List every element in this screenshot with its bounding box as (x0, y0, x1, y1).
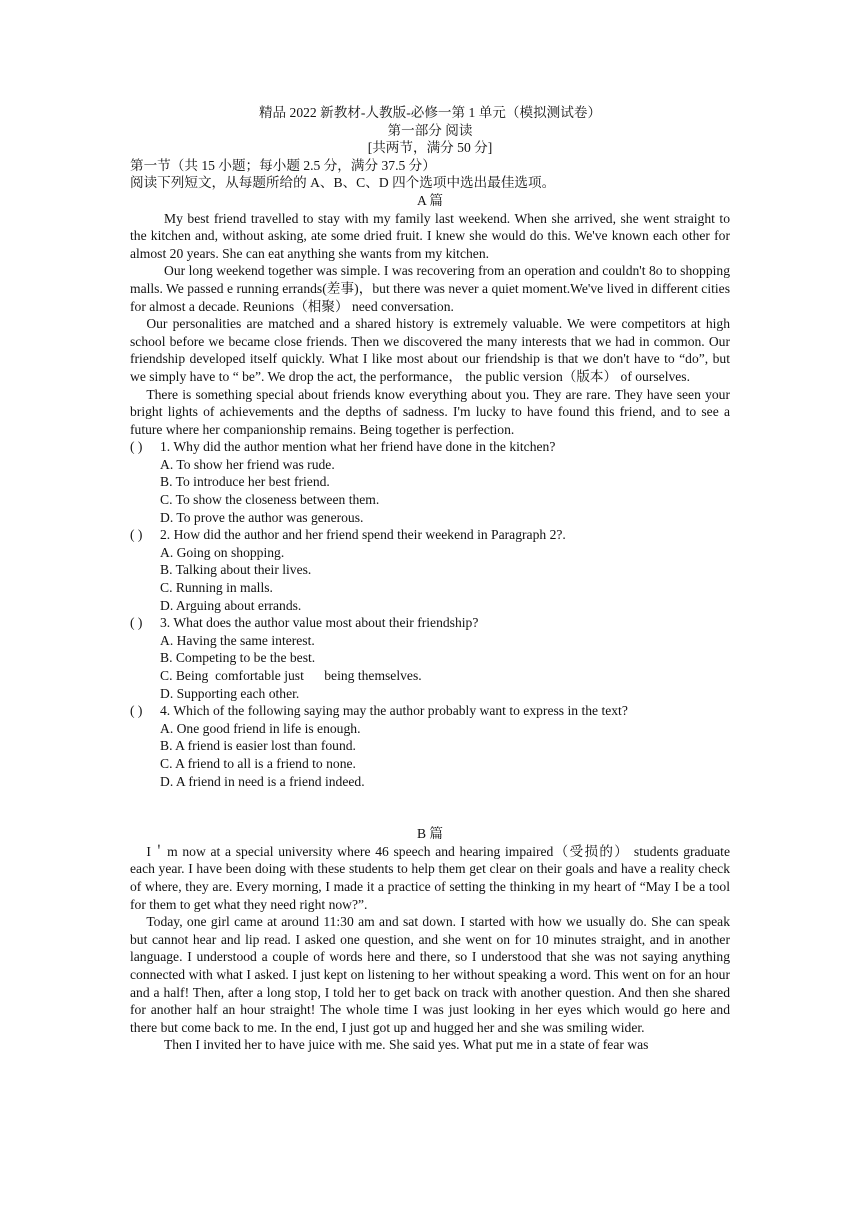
passage-a-paragraph-2: Our long weekend together was simple. I was recovering from an operation and couldn't 8o to shopping malls. We passed e running errands(差事)，but there was never a quiet moment.We've lived in different cities for almost a decade. Reunions（相聚） need conversation. (130, 263, 730, 314)
document-title: 精品 2022 新教材-人教版-必修一第 1 单元（模拟测试卷） (258, 105, 602, 120)
question-2-option-b: B. Talking about their lives. (160, 562, 312, 578)
question-stem: 2. How did the author and her friend spend their weekend in Paragraph 2?. (160, 527, 566, 543)
question-1-option-b: B. To introduce her best friend. (160, 474, 330, 490)
question-1 (130, 438, 730, 456)
section-spacer (130, 790, 730, 825)
question-4-option-c: C. A friend to all is a friend to none. (160, 755, 356, 771)
part-heading: 第一部分 阅读 (387, 122, 473, 138)
question-4-option-b: B. A friend is easier lost than found. (160, 738, 356, 754)
question-4 (130, 702, 730, 720)
question-2-option-a: A. Going on shopping. (160, 544, 285, 560)
document-page (130, 104, 730, 1054)
passage-a-paragraph-3: Our personalities are matched and a shared history is extremely valuable. We were competitors at high school before we became close friends. Then we discovered the many interests that we had in common. Our friendship developed itself quickly. What I like most about our friendship is that we don't have to “do”, but we simply have to “ be”. We drop the act, the performance， the public version（版本） of ourselves. (130, 316, 730, 384)
question-4-option-d: D. A friend in need is a friend indeed. (160, 773, 365, 789)
passage-a-paragraph-1: My best friend travelled to stay with my family last weekend. When she arrived, she went straight to the kitchen and, without asking, ate some dried fruit. I knew she would do this. We've known each other for almost 20 years. She can eat anything she wants from my kitchen. (130, 210, 730, 261)
passage-a-title: A 篇 (416, 192, 444, 208)
question-stem: 1. Why did the author mention what her friend have done in the kitchen? (160, 439, 556, 455)
answer-blank[interactable]: ( ) (130, 527, 143, 543)
question-2-option-c: C. Running in malls. (160, 580, 273, 596)
part-info: [共两节，满分 50 分] (367, 140, 493, 156)
question-4-option-a: A. One good friend in life is enough. (160, 720, 361, 736)
question-stem: 3. What does the author value most about their friendship? (160, 615, 479, 631)
question-1-option-a: A. To show her friend was rude. (160, 456, 335, 472)
question-3-option-d: D. Supporting each other. (160, 685, 300, 701)
passage-b-paragraph-3: Then I invited her to have juice with me. She said yes. What put me in a state of fear was (164, 1037, 649, 1053)
answer-blank[interactable]: ( ) (130, 439, 143, 455)
question-stem: 4. Which of the following saying may the author probably want to express in the text? (160, 703, 628, 719)
question-2 (130, 526, 730, 544)
answer-blank[interactable]: ( ) (130, 703, 143, 719)
passage-a-paragraph-4: There is something special about friends know everything about you. They are rare. They have seen your bright lights of achievements and the depths of sadness. I'm lucky to have found this friend, and to see a future where her companionship remains. Being together is perfection. (130, 386, 730, 437)
section-heading: 第一节（共 15 小题；每小题 2.5 分，满分 37.5 分） (130, 157, 436, 173)
question-1-option-c: C. To show the closeness between them. (160, 492, 380, 508)
passage-b-title: B 篇 (416, 826, 444, 842)
passage-b-paragraph-1: I＇m now at a special university where 46 speech and hearing impaired（受损的） students graduate each year. I have been doing with these students to help them get clear on their goals and have a reality check of where, they are. Every morning, I made it a practice of setting the thinking in my heart of “May I be a tool for them to get what they need right now?”. (130, 843, 730, 912)
question-3-option-b: B. Competing to be the best. (160, 650, 316, 666)
question-3-option-a: A. Having the same interest. (160, 632, 315, 648)
passage-b-paragraph-2: Today, one girl came at around 11:30 am and sat down. I started with how we usually do. She can speak but cannot hear and lip read. I asked one question, and she went on for 10 minutes straight, and in another language. I understood a couple of words here and there, so I understood that she was not saying anything connected with what I asked. I just kept on listening to her without speaking a word. This went on for an hour and a half! Then, after a long stop, I told her to get back on track with another question. And then she shared for another half an hour straight! The whole time I was just looking in her eyes which would go here and there but come back to me. In the end, I just got up and hugged her and she was smiling wider. (130, 914, 730, 1035)
instruction-text: 阅读下列短文，从每题所给的 A、B、C、D 四个选项中选出最佳选项。 (130, 175, 556, 191)
answer-blank[interactable]: ( ) (130, 615, 143, 631)
question-2-option-d: D. Arguing about errands. (160, 597, 302, 613)
question-3 (130, 614, 730, 632)
question-3-option-c: C. Being comfortable just being themselves. (160, 668, 422, 683)
question-1-option-d: D. To prove the author was generous. (160, 509, 364, 525)
